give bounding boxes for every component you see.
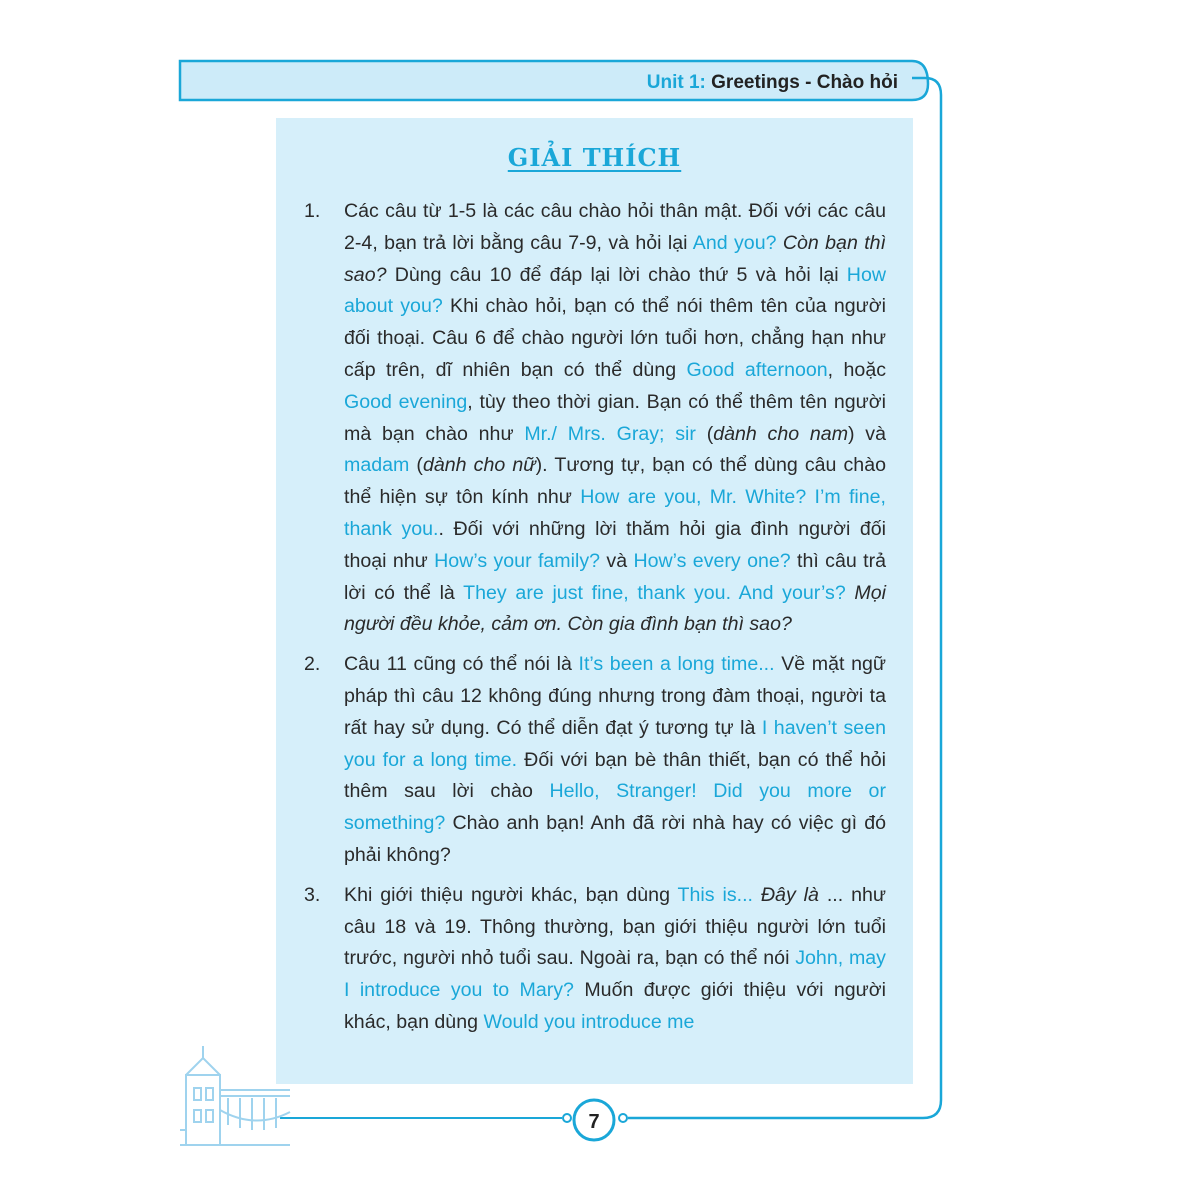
body-text: ( (695, 422, 714, 445)
explanation-list (304, 196, 886, 1047)
item-number: 1. (304, 200, 321, 222)
list-item (304, 880, 886, 1039)
item-body (344, 196, 886, 641)
body-text: thì câu trả lời có thể là (344, 549, 886, 604)
item-number: 2. (304, 653, 321, 676)
body-text: ). Tương tự, bạn có thể dùng câu chào thể hiện sự tôn kính như (344, 454, 887, 509)
bridge-illustration (180, 1046, 290, 1145)
translation-text: Mọi người đều khỏe, cảm ơn. Còn gia đình bạn thì sao? (344, 581, 886, 636)
body-text: ) và (848, 422, 887, 445)
english-phrase: John, may I introduce you to Mary? (344, 947, 886, 1002)
english-phrase: Mr./ Mrs. Gray; sir (524, 422, 696, 445)
body-text: . Đối với những lời thăm hỏi gia đình người đối thoại như (344, 517, 886, 572)
body-text: Đối với bạn bè thân thiết, bạn có thể hỏi thêm sau lời chào (344, 748, 886, 803)
list-item (304, 649, 886, 872)
english-phrase: They are just fine, thank you. And your’s? (463, 581, 846, 604)
body-text: Chào anh bạn! Anh đã rời nhà hay có việc gì đó phải không? (344, 812, 886, 866)
section-heading (276, 143, 913, 172)
section-heading-text: GIẢI THÍCH (507, 143, 682, 172)
unit-title: Greetings - Chào hỏi (711, 72, 898, 93)
item-body (344, 649, 886, 872)
english-phrase: This is... (677, 883, 753, 906)
body-text (753, 884, 761, 906)
english-phrase: Good evening (344, 390, 468, 413)
english-phrase: How’s every one? (633, 549, 791, 572)
body-text: , tùy theo thời gian. Bạn có thể thêm tên người mà bạn chào như (344, 390, 886, 445)
page-number: 7 (588, 1111, 600, 1133)
translation-text: Đây là (760, 883, 819, 906)
body-text: ... như câu 18 và 19. Thông thường, bạn giới thiệu người lớn tuổi trước, người nhỏ tuổi sau. Ngoài ra, bạn có thể nói (344, 883, 886, 970)
translation-text: dành cho nữ (422, 454, 536, 477)
body-text: Khi chào hỏi, bạn có thể nói thêm tên của người đối thoại. Câu 6 để chào người lớn tuổi hơn, chẳng hạn như cấp trên, dĩ nhiên bạn có thể dùng (344, 295, 886, 381)
english-phrase: How about you? (344, 263, 886, 318)
english-phrase: I haven’t seen you for a long time. (344, 716, 886, 771)
body-text: Các câu từ 1-5 là các câu chào hỏi thân mật. Đối với các câu 2-4, bạn trả lời bằng câu 7-9, và hỏi lại (344, 200, 886, 254)
unit-label: Unit 1: (646, 72, 706, 93)
body-text: và (600, 549, 634, 572)
english-phrase: Would you introduce me (483, 1010, 695, 1033)
list-item (304, 196, 886, 641)
item-body (344, 880, 886, 1039)
body-text: Câu 11 cũng có thể nói là (344, 653, 579, 676)
english-phrase: It’s been a long time... (578, 653, 775, 676)
header-title (647, 72, 898, 94)
explanation-panel (276, 118, 913, 1084)
body-text: Muốn được giới thiệu với người khác, bạn dùng (344, 979, 886, 1033)
english-phrase: How are you, Mr. White? I’m fine, thank you. (344, 486, 887, 540)
body-text: Về mặt ngữ pháp thì câu 12 không đúng nhưng trong đàm thoại, người ta rất hay sử dụng. Có thể diễn đạt ý tương tự là (344, 653, 886, 739)
english-phrase: Good afternoon (686, 358, 828, 381)
english-phrase: And you? (692, 231, 777, 254)
body-text: , hoặc (827, 358, 887, 381)
item-number: 3. (304, 883, 321, 906)
body-text: Dùng câu 10 để đáp lại lời chào thứ 5 và hỏi lại (386, 263, 847, 286)
english-phrase: How’s your family? (434, 549, 601, 572)
body-text: ( (409, 454, 423, 477)
english-phrase: Hello, Stranger! Did you more or something? (344, 780, 886, 835)
translation-text: dành cho nam (713, 422, 849, 445)
translation-text: Còn bạn thì sao? (344, 231, 886, 286)
body-text: Khi giới thiệu người khác, bạn dùng (344, 883, 678, 906)
english-phrase: madam (344, 454, 410, 477)
